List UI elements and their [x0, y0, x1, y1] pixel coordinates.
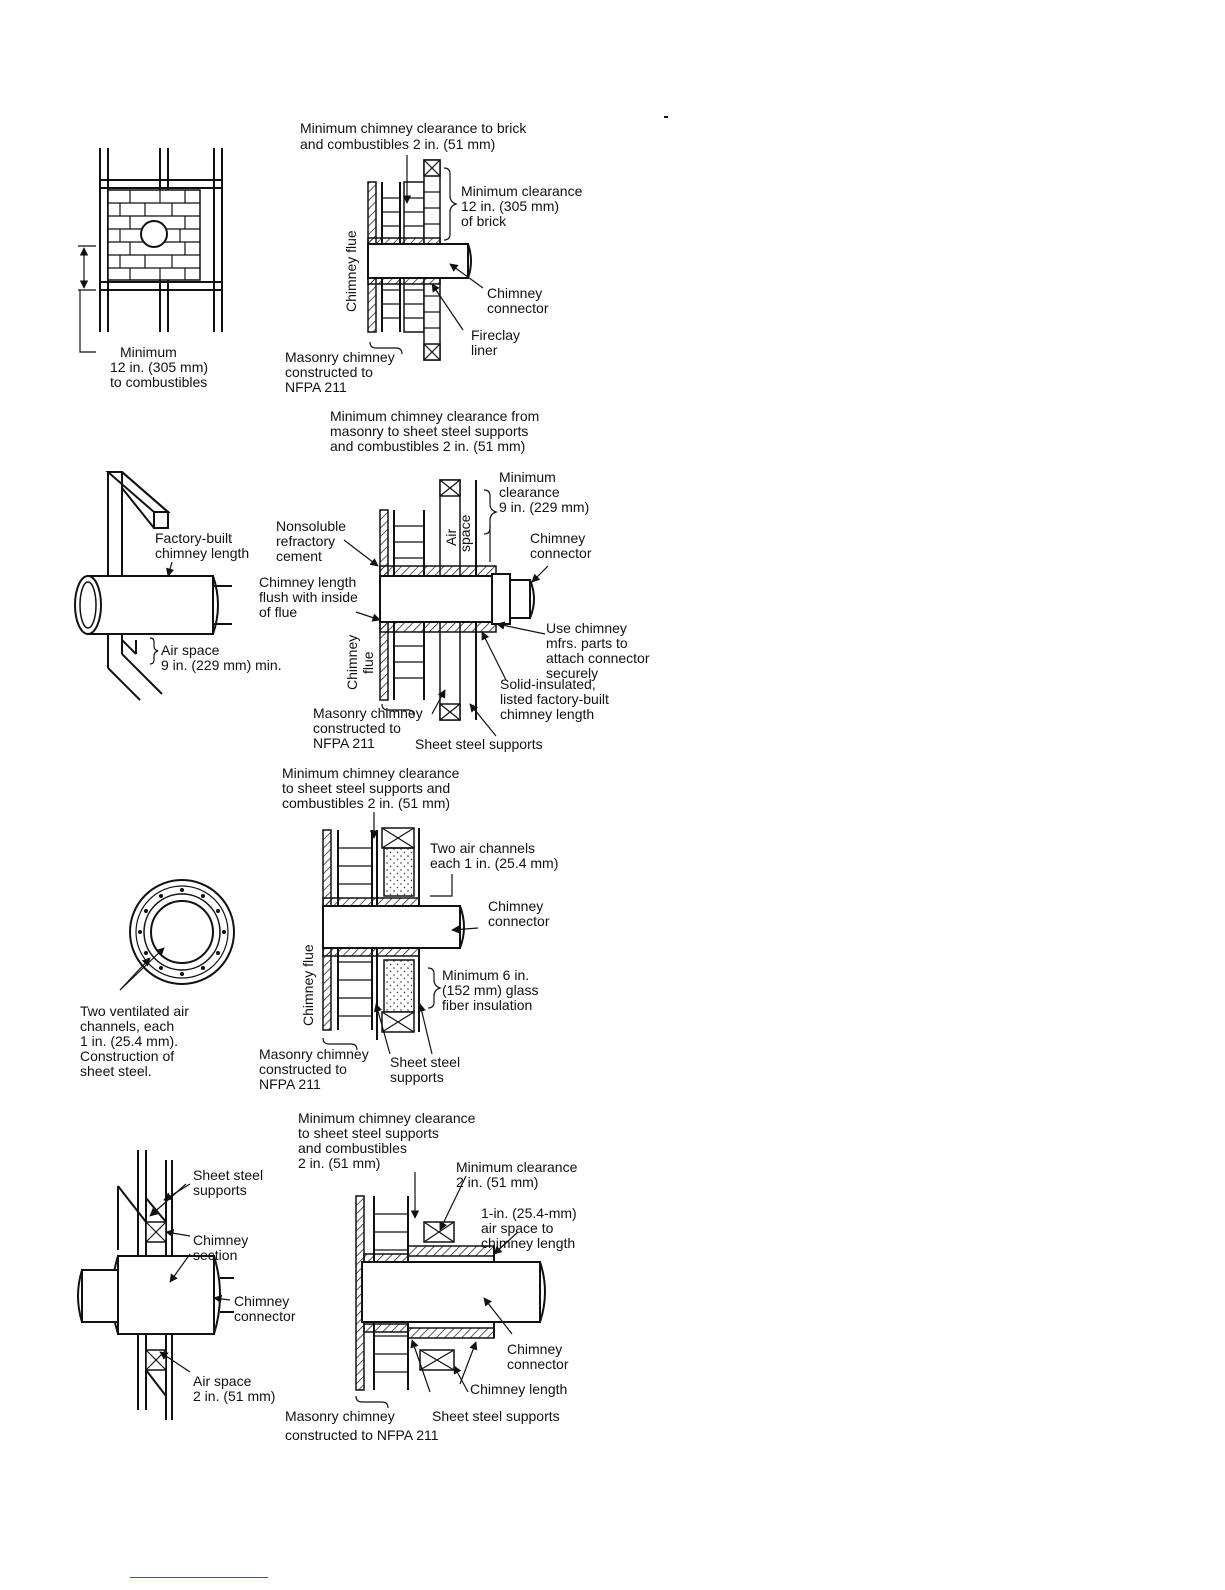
p3-supports-2: supports [390, 1069, 444, 1085]
p4-minclr-2: 2 in. (51 mm) [456, 1174, 539, 1190]
panel-3-ventilated [80, 765, 558, 1092]
p1-left-min-1: Minimum [120, 344, 177, 360]
p3-top-1: Minimum chimney clearance [282, 765, 460, 781]
p3-masonry-2: constructed to [259, 1061, 347, 1077]
p1-flue: Chimney flue [343, 230, 359, 312]
p2-minclr-3: 9 in. (229 mm) [499, 499, 590, 515]
panel3-cross-section [120, 880, 234, 990]
p4-top-1: Minimum chimney clearance [298, 1110, 476, 1126]
p4-sss-1: Sheet steel [193, 1167, 264, 1183]
p3-connector-2: connector [488, 913, 550, 929]
p1-top-1: Minimum chimney clearance to brick [300, 120, 527, 136]
p1-brick-1: Minimum clearance [461, 183, 583, 199]
p3-vent-4: Construction of [80, 1048, 175, 1064]
p2-mfrs-2: mfrs. parts to [546, 635, 628, 651]
panel-2-factory-built [75, 408, 650, 752]
p1-connector-1: Chimney [487, 285, 543, 301]
p3-supports-1: Sheet steel [390, 1054, 461, 1070]
p4-section-2: section [193, 1247, 238, 1263]
p2-connector-1: Chimney [530, 530, 586, 546]
p2-masonry-3: NFPA 211 [313, 735, 375, 751]
p4-top-2: to sheet steel supports [298, 1125, 439, 1141]
p1-masonry-2: constructed to [285, 364, 373, 380]
p1-masonry-3: NFPA 211 [285, 379, 347, 395]
p4-airsp-3: chimney length [481, 1235, 576, 1251]
p1-liner-2: liner [471, 342, 498, 358]
p4-air-1: Air space [193, 1373, 252, 1389]
p3-channels-1: Two air channels [430, 840, 536, 856]
p3-vent-2: channels, each [80, 1018, 175, 1034]
p2-masonry-2: constructed to [313, 720, 401, 736]
p2-solid-2: listed factory-built [500, 691, 609, 707]
p1-left-min-3: to combustibles [110, 374, 208, 390]
p1-connector-2: connector [487, 300, 549, 316]
p2-airspace-1: Air space [161, 642, 220, 658]
p3-vent-1: Two ventilated air [80, 1003, 189, 1019]
p4-top-3: and combustibles [298, 1140, 407, 1156]
p3-masonry-1: Masonry chimney [259, 1046, 369, 1062]
p4-conn-right-2: connector [507, 1356, 569, 1372]
p3-insul-3: fiber insulation [442, 997, 533, 1013]
p2-flush-2: flush with inside [259, 589, 358, 605]
p1-liner-1: Fireclay [471, 327, 521, 343]
p3-insul-1: Minimum 6 in. [442, 967, 530, 983]
p2-air-2: space [457, 514, 473, 552]
p2-nonsoluble-1: Nonsoluble [276, 518, 347, 534]
p3-top-2: to sheet steel supports and [282, 780, 451, 796]
p2-top-3: and combustibles 2 in. (51 mm) [330, 438, 526, 454]
p2-factory-1: Factory-built [155, 530, 233, 546]
p3-vent-3: 1 in. (25.4 mm). [80, 1033, 179, 1049]
p4-masonry-2: constructed to NFPA 211 [285, 1427, 439, 1443]
p3-top-3: combustibles 2 in. (51 mm) [282, 795, 451, 811]
p2-minclr-1: Minimum [499, 469, 556, 485]
p4-top-4: 2 in. (51 mm) [298, 1155, 381, 1171]
p2-mfrs-4: securely [546, 665, 599, 681]
p2-solid-3: chimney length [500, 706, 595, 722]
p2-masonry-1: Masonry chimney [313, 705, 423, 721]
p1-masonry-1: Masonry chimney [285, 349, 395, 365]
p2-nonsoluble-2: refractory [276, 533, 336, 549]
p4-air-2: 2 in. (51 mm) [193, 1388, 276, 1404]
p4-conn-right-1: Chimney [507, 1341, 563, 1357]
p4-conn-left-1: Chimney [234, 1293, 290, 1309]
p2-flush-1: Chimney length [259, 574, 357, 590]
panel-1-brick-clearance [78, 120, 583, 395]
p2-flush-3: of flue [259, 604, 298, 620]
p3-channels-2: each 1 in. (25.4 mm) [430, 855, 559, 871]
p1-top-2: and combustibles 2 in. (51 mm) [300, 136, 496, 152]
p2-connector-2: connector [530, 545, 592, 561]
p3-insul-2: (152 mm) glass [442, 982, 539, 998]
p2-factory-2: chimney length [155, 545, 250, 561]
p2-nonsoluble-3: cement [276, 548, 322, 564]
p4-conn-left-2: connector [234, 1308, 296, 1324]
p2-air-1: Air [443, 528, 459, 546]
p4-minclr-1: Minimum clearance [456, 1159, 578, 1175]
p4-airsp-2: air space to [481, 1220, 554, 1236]
p2-flue-1: Chimney [344, 634, 360, 690]
p1-brick-2: 12 in. (305 mm) [461, 198, 560, 214]
p2-mfrs-1: Use chimney [546, 620, 627, 636]
p2-top-1: Minimum chimney clearance from [330, 408, 540, 424]
p2-solid-1: Solid-insulated, [500, 676, 596, 692]
panel1-wall-elevation [78, 148, 222, 352]
p2-airspace-2: 9 in. (229 mm) min. [161, 657, 282, 673]
p3-flue: Chimney flue [300, 944, 316, 1026]
p4-sss-2: supports [193, 1182, 247, 1198]
p4-length: Chimney length [470, 1381, 568, 1397]
p3-vent-5: sheet steel. [80, 1063, 152, 1079]
footer-rule [130, 1577, 268, 1578]
p2-minclr-2: clearance [499, 484, 560, 500]
p2-top-2: masonry to sheet steel supports [330, 423, 529, 439]
p2-flue-2: flue [360, 651, 376, 674]
p4-section-1: Chimney [193, 1232, 249, 1248]
p4-airsp-1: 1-in. (25.4-mm) [481, 1205, 577, 1221]
panel-4-chimney-section [78, 1110, 578, 1443]
p3-masonry-3: NFPA 211 [259, 1076, 321, 1092]
p1-brick-3: of brick [461, 213, 507, 229]
p3-connector-1: Chimney [488, 898, 544, 914]
p4-supports: Sheet steel supports [432, 1408, 560, 1424]
p1-left-min-2: 12 in. (305 mm) [110, 359, 209, 375]
p4-masonry-1: Masonry chimney [285, 1408, 395, 1424]
p2-mfrs-3: attach connector [546, 650, 650, 666]
p2-supports: Sheet steel supports [415, 736, 543, 752]
